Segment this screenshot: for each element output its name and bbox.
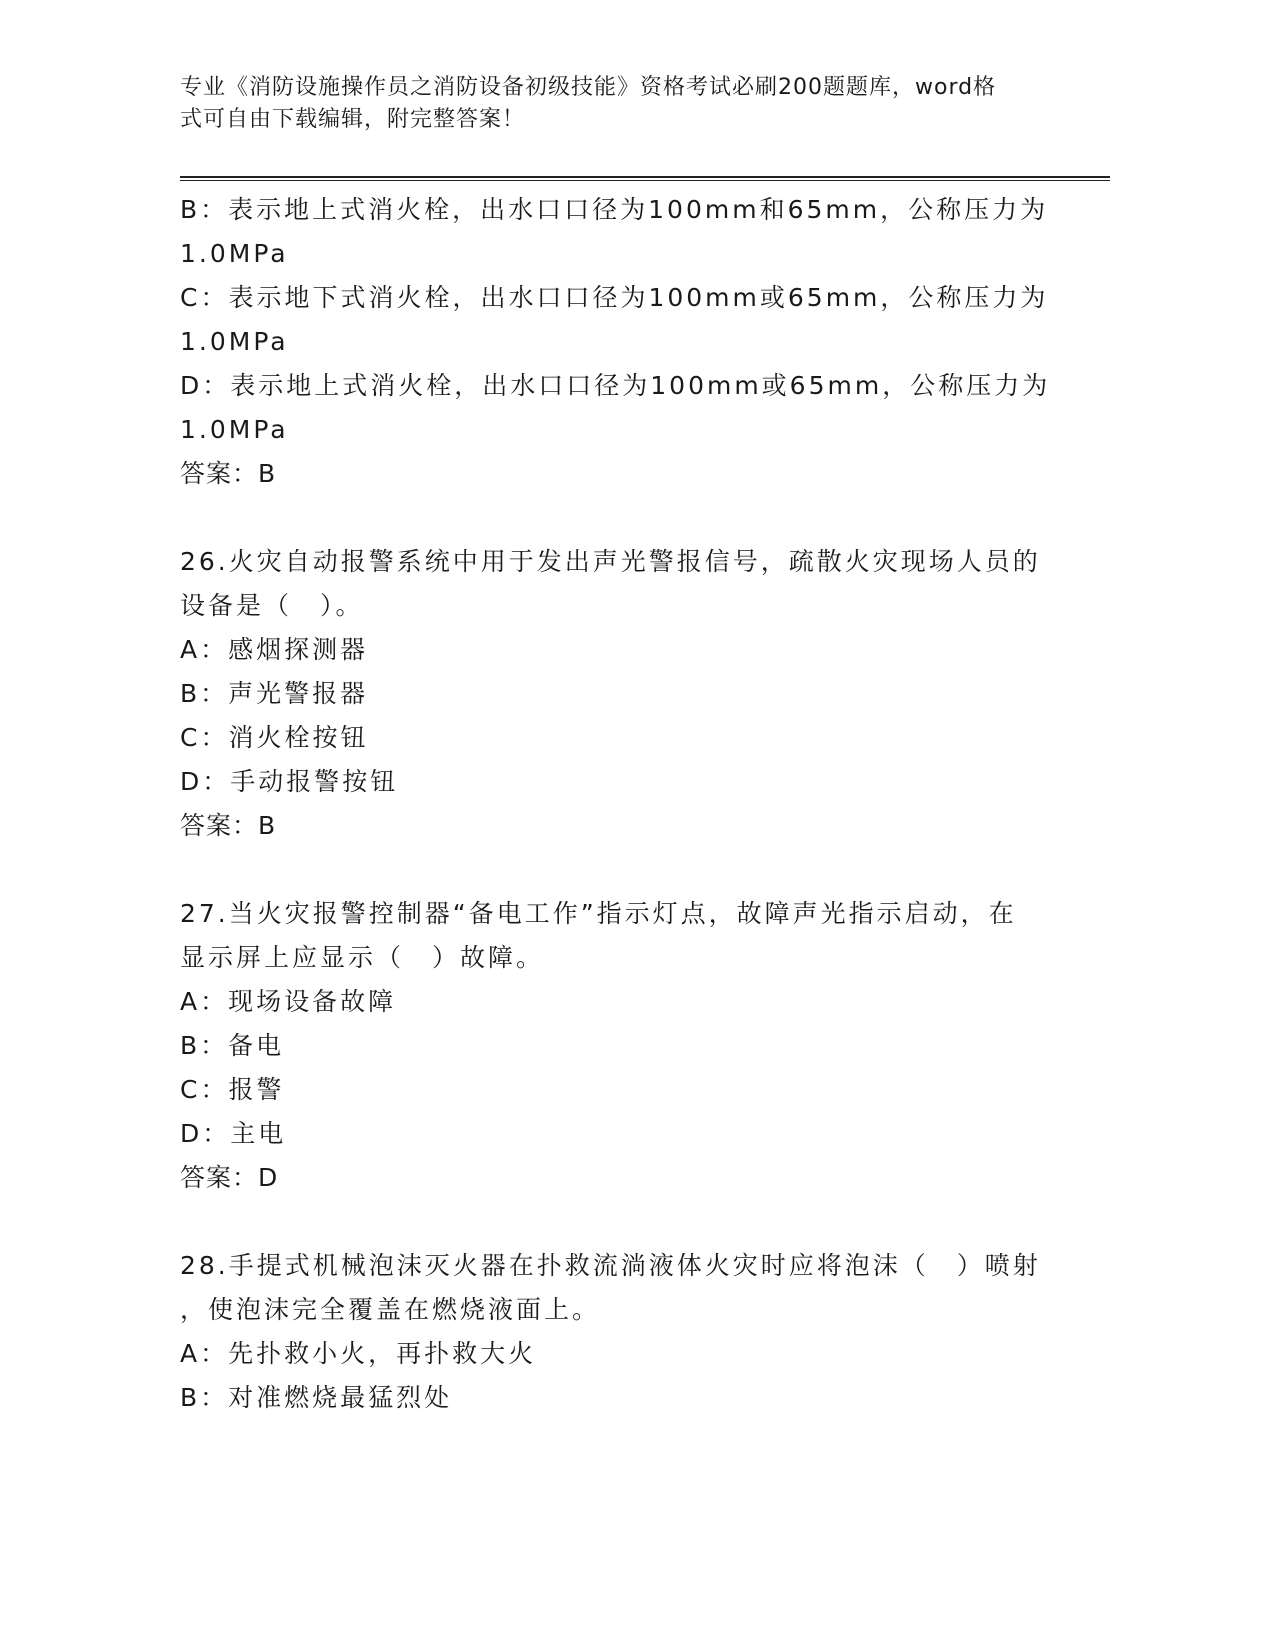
header-divider (180, 176, 1110, 181)
question-stem-line-2: 显示屏上应显示（ ）故障。 (180, 943, 545, 972)
answer: 答案：B (180, 459, 277, 488)
question-27 (180, 892, 1080, 1200)
option-c-line-2: 1.0MPa (180, 327, 289, 356)
option-a: A：感烟探测器 (180, 635, 369, 664)
option-b: B：备电 (180, 1031, 285, 1060)
option-c: C：消火栓按钮 (180, 723, 369, 752)
spacer (180, 496, 1080, 540)
option-c-line-1: C：表示地下式消火栓，出水口口径为100mm或65mm，公称压力为 (180, 283, 1049, 312)
option-d: D：主电 (180, 1119, 287, 1148)
question-28 (180, 1244, 1080, 1420)
option-a: A：先扑救小火，再扑救大火 (180, 1339, 537, 1368)
header-line-1: 专业《消防设施操作员之消防设备初级技能》资格考试必刷200题题库，word格 (180, 75, 997, 100)
option-b-line-1: B：表示地上式消火栓，出水口口径为100mm和65mm，公称压力为 (180, 195, 1049, 224)
option-a: A：现场设备故障 (180, 987, 397, 1016)
option-b: B：声光警报器 (180, 679, 369, 708)
option-d-line-2: 1.0MPa (180, 415, 289, 444)
option-d: D：手动报警按钮 (180, 767, 399, 796)
option-c: C：报警 (180, 1075, 285, 1104)
question-list (180, 188, 1080, 1420)
spacer (180, 1200, 1080, 1244)
question-25-continued (180, 188, 1080, 496)
question-stem-line-1: 26.火灾自动报警系统中用于发出声光警报信号，疏散火灾现场人员的 (180, 547, 1041, 576)
question-stem-line-2: ，使泡沫完全覆盖在燃烧液面上。 (180, 1295, 601, 1324)
question-stem-line-1: 27.当火灾报警控制器“备电工作”指示灯点，故障声光指示启动，在 (180, 899, 1017, 928)
spacer (180, 848, 1080, 892)
document-header (180, 72, 1060, 136)
option-b: B：对准燃烧最猛烈处 (180, 1383, 453, 1412)
header-line-2: 式可自由下载编辑，附完整答案！ (180, 107, 526, 132)
option-b-line-2: 1.0MPa (180, 239, 289, 268)
question-stem-line-2: 设备是（ ）。 (180, 591, 364, 620)
answer: 答案：D (180, 1163, 279, 1192)
question-26 (180, 540, 1080, 848)
option-d-line-1: D：表示地上式消火栓，出水口口径为100mm或65mm，公称压力为 (180, 371, 1051, 400)
question-stem-line-1: 28.手提式机械泡沫灭火器在扑救流淌液体火灾时应将泡沫（ ）喷射 (180, 1251, 1041, 1280)
answer: 答案：B (180, 811, 277, 840)
